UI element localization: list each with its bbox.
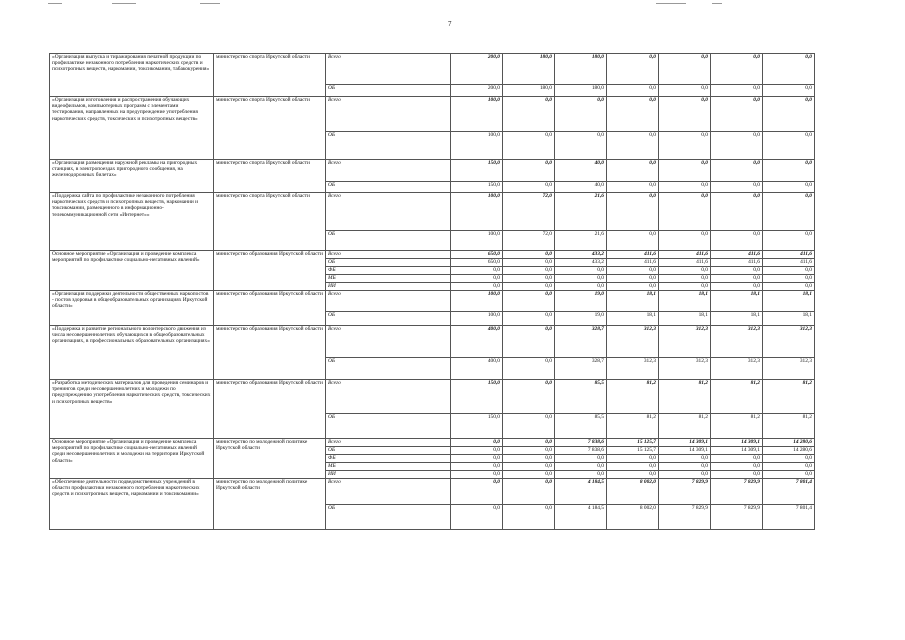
- amount-cell: 312,3: [607, 326, 659, 358]
- amount-cell: 0,0: [607, 182, 659, 193]
- table-row: [50, 291, 815, 312]
- amount-cell: 7 829,9: [711, 479, 763, 505]
- amount-cell: 0,0: [659, 182, 711, 193]
- amount-cell: 7 801,4: [763, 479, 815, 505]
- amount-cell: 0,0: [659, 275, 711, 283]
- amount-cell: 21,6: [555, 231, 607, 251]
- amount-cell: 100,0: [451, 193, 503, 231]
- amount-cell: 100,0: [451, 97, 503, 132]
- amount-cell: 0,0: [607, 160, 659, 182]
- amount-cell: 0,0: [503, 251, 555, 259]
- funding-source: Всего: [326, 439, 451, 447]
- funding-source: ФБ: [326, 455, 451, 463]
- amount-cell: 18,1: [607, 291, 659, 312]
- amount-cell: 411,6: [763, 251, 815, 259]
- amount-cell: 0,0: [555, 132, 607, 160]
- amount-cell: 81,2: [659, 380, 711, 414]
- amount-cell: 0,0: [451, 455, 503, 463]
- page-number: 7: [448, 20, 452, 28]
- amount-cell: 0,0: [711, 160, 763, 182]
- activity-name: «Разработка методических материалов для проведения семинаров и тренингов среди несовершеннолетних и молодежи по предупреждению употребления наркотических средств, токсических и психотропных веществ»: [50, 380, 214, 439]
- amount-cell: 18,1: [607, 312, 659, 326]
- amount-cell: 14 280,6: [763, 447, 815, 455]
- amount-cell: 0,0: [555, 463, 607, 471]
- amount-cell: 0,0: [763, 455, 815, 463]
- table-row: [50, 54, 815, 85]
- amount-cell: 150,0: [451, 414, 503, 439]
- amount-cell: 0,0: [555, 275, 607, 283]
- amount-cell: 100,0: [451, 312, 503, 326]
- amount-cell: 312,3: [659, 358, 711, 380]
- amount-cell: 15 125,7: [607, 447, 659, 455]
- amount-cell: 0,0: [763, 54, 815, 85]
- amount-cell: 0,0: [763, 193, 815, 231]
- activity-name: Основное мероприятие «Организация и проведение комплекса мероприятий по профилактике социально-негативных явлений среди несовершеннолетних и молодежи на территории Иркутской области»: [50, 439, 214, 479]
- scan-smudge: [656, 3, 686, 4]
- funding-source: ИИ: [326, 471, 451, 479]
- funding-source: МБ: [326, 275, 451, 283]
- amount-cell: 19,0: [555, 312, 607, 326]
- amount-cell: 0,0: [607, 85, 659, 97]
- amount-cell: 0,0: [711, 283, 763, 291]
- amount-cell: 0,0: [503, 259, 555, 267]
- activity-name: «Организация выпуска и тиражирования печатной продукции по профилактике незаконного потребления наркотических средств и психотропных веществ, наркомании, токсикомании, табакокурения»: [50, 54, 214, 97]
- amount-cell: 411,6: [607, 251, 659, 259]
- executor: министерство спорта Иркутской области: [214, 160, 326, 193]
- amount-cell: 0,0: [763, 463, 815, 471]
- funding-source: ОБ: [326, 182, 451, 193]
- executor: министерство образования Иркутской области: [214, 326, 326, 380]
- amount-cell: 81,2: [763, 380, 815, 414]
- amount-cell: 7 801,4: [763, 505, 815, 530]
- amount-cell: 433,2: [555, 259, 607, 267]
- amount-cell: 180,0: [503, 85, 555, 97]
- executor: министерство по молодежной политике Иркутской области: [214, 479, 326, 530]
- amount-cell: 72,0: [503, 193, 555, 231]
- funding-source: Всего: [326, 251, 451, 259]
- amount-cell: 0,0: [607, 97, 659, 132]
- amount-cell: 4 184,5: [555, 505, 607, 530]
- amount-cell: 150,0: [451, 160, 503, 182]
- amount-cell: 19,0: [555, 291, 607, 312]
- funding-source: ОБ: [326, 414, 451, 439]
- amount-cell: 0,0: [659, 54, 711, 85]
- amount-cell: 0,0: [607, 54, 659, 85]
- scan-smudge: [48, 3, 62, 4]
- amount-cell: 40,0: [555, 182, 607, 193]
- scan-smudge: [200, 3, 220, 4]
- activity-name: «Организация поддержки деятельности общественных наркопостов - постов здоровья в общеобразовательных организациях Иркутской области»: [50, 291, 214, 326]
- amount-cell: 312,3: [607, 358, 659, 380]
- funding-source: ОБ: [326, 85, 451, 97]
- amount-cell: 4 184,5: [555, 479, 607, 505]
- amount-cell: 0,0: [659, 193, 711, 231]
- amount-cell: 0,0: [763, 283, 815, 291]
- funding-source: Всего: [326, 54, 451, 85]
- amount-cell: 85,5: [555, 380, 607, 414]
- amount-cell: 328,7: [555, 358, 607, 380]
- amount-cell: 0,0: [503, 160, 555, 182]
- funding-source: Всего: [326, 160, 451, 182]
- funding-source: Всего: [326, 326, 451, 358]
- funding-source: Всего: [326, 97, 451, 132]
- activity-name: «Организация размещения наружной рекламы на пригородных станциях, в электропоездах пригородного сообщения, на железнодорожных билетах»: [50, 160, 214, 193]
- amount-cell: 0,0: [659, 463, 711, 471]
- scan-smudge: [112, 3, 136, 4]
- amount-cell: 0,0: [659, 471, 711, 479]
- amount-cell: 411,6: [711, 251, 763, 259]
- amount-cell: 400,0: [451, 326, 503, 358]
- amount-cell: 100,0: [451, 291, 503, 312]
- table-row: [50, 380, 815, 414]
- amount-cell: 0,0: [503, 275, 555, 283]
- table-row: [50, 251, 815, 259]
- amount-cell: 0,0: [451, 275, 503, 283]
- amount-cell: 0,0: [711, 97, 763, 132]
- amount-cell: 7 829,9: [659, 479, 711, 505]
- amount-cell: 8 002,0: [607, 505, 659, 530]
- amount-cell: 0,0: [451, 267, 503, 275]
- amount-cell: 650,0: [451, 259, 503, 267]
- amount-cell: 0,0: [555, 471, 607, 479]
- amount-cell: 7 829,9: [711, 505, 763, 530]
- executor: министерство образования Иркутской области: [214, 251, 326, 291]
- table-row: [50, 160, 815, 182]
- amount-cell: 312,3: [711, 358, 763, 380]
- amount-cell: 312,3: [763, 326, 815, 358]
- amount-cell: 0,0: [659, 85, 711, 97]
- executor: министерство спорта Иркутской области: [214, 193, 326, 251]
- executor: министерство спорта Иркутской области: [214, 97, 326, 160]
- amount-cell: 100,0: [451, 231, 503, 251]
- amount-cell: 15 125,7: [607, 439, 659, 447]
- amount-cell: 0,0: [711, 193, 763, 231]
- amount-cell: 21,6: [555, 193, 607, 231]
- funding-source: ОБ: [326, 312, 451, 326]
- executor: министерство образования Иркутской области: [214, 380, 326, 439]
- amount-cell: 0,0: [503, 463, 555, 471]
- amount-cell: 0,0: [503, 283, 555, 291]
- amount-cell: 200,0: [451, 85, 503, 97]
- amount-cell: 0,0: [503, 505, 555, 530]
- amount-cell: 0,0: [763, 132, 815, 160]
- amount-cell: 0,0: [763, 471, 815, 479]
- table-row: [50, 479, 815, 505]
- amount-cell: 0,0: [711, 463, 763, 471]
- amount-cell: 14 309,1: [659, 447, 711, 455]
- amount-cell: 0,0: [503, 182, 555, 193]
- amount-cell: 328,7: [555, 326, 607, 358]
- amount-cell: 18,1: [763, 312, 815, 326]
- budget-table: [49, 53, 815, 530]
- amount-cell: 0,0: [711, 182, 763, 193]
- amount-cell: 0,0: [503, 291, 555, 312]
- amount-cell: 0,0: [503, 414, 555, 439]
- amount-cell: 0,0: [763, 275, 815, 283]
- amount-cell: 18,1: [659, 291, 711, 312]
- amount-cell: 150,0: [451, 380, 503, 414]
- amount-cell: 0,0: [607, 231, 659, 251]
- amount-cell: 312,3: [659, 326, 711, 358]
- funding-source: ОБ: [326, 505, 451, 530]
- amount-cell: 0,0: [659, 283, 711, 291]
- amount-cell: 0,0: [503, 312, 555, 326]
- amount-cell: 150,0: [451, 182, 503, 193]
- amount-cell: 200,0: [451, 54, 503, 85]
- amount-cell: 433,2: [555, 251, 607, 259]
- amount-cell: 0,0: [451, 463, 503, 471]
- amount-cell: 0,0: [503, 471, 555, 479]
- amount-cell: 14 309,1: [659, 439, 711, 447]
- amount-cell: 0,0: [503, 447, 555, 455]
- funding-source: ФБ: [326, 267, 451, 275]
- amount-cell: 0,0: [607, 283, 659, 291]
- amount-cell: 0,0: [607, 132, 659, 160]
- amount-cell: 0,0: [503, 358, 555, 380]
- funding-source: ОБ: [326, 447, 451, 455]
- activity-name: Основное мероприятие «Организация и проведение комплекса мероприятий по профилактике социально-негативных явлений»: [50, 251, 214, 291]
- activity-name: «Поддержка сайта по профилактике незаконного потребления наркотических средств и психотропных веществ, наркомании и токсикомании, размещенного в информационно-телекоммуникационной сети «Интернет»»: [50, 193, 214, 251]
- amount-cell: 312,3: [763, 358, 815, 380]
- amount-cell: 14 309,1: [711, 439, 763, 447]
- amount-cell: 0,0: [607, 275, 659, 283]
- amount-cell: 0,0: [711, 455, 763, 463]
- amount-cell: 0,0: [503, 455, 555, 463]
- funding-source: Всего: [326, 291, 451, 312]
- funding-source: ОБ: [326, 358, 451, 380]
- amount-cell: 650,0: [451, 251, 503, 259]
- amount-cell: 81,2: [607, 414, 659, 439]
- table-body: [50, 54, 815, 530]
- amount-cell: 0,0: [555, 283, 607, 291]
- funding-source: Всего: [326, 479, 451, 505]
- amount-cell: 0,0: [711, 132, 763, 160]
- amount-cell: 0,0: [451, 471, 503, 479]
- amount-cell: 400,0: [451, 358, 503, 380]
- amount-cell: 0,0: [711, 471, 763, 479]
- amount-cell: 0,0: [607, 463, 659, 471]
- amount-cell: 411,6: [763, 259, 815, 267]
- amount-cell: 0,0: [711, 267, 763, 275]
- amount-cell: 18,1: [711, 291, 763, 312]
- amount-cell: 0,0: [659, 97, 711, 132]
- amount-cell: 0,0: [503, 267, 555, 275]
- amount-cell: 7 838,6: [555, 439, 607, 447]
- amount-cell: 81,2: [607, 380, 659, 414]
- amount-cell: 0,0: [555, 455, 607, 463]
- amount-cell: 81,2: [763, 414, 815, 439]
- amount-cell: 0,0: [711, 54, 763, 85]
- funding-source: ОБ: [326, 132, 451, 160]
- activity-name: «Обеспечение деятельности подведомственных учреждений в области профилактики незаконного потребления наркотических средств и психотропных веществ, наркомании и токсикомании»: [50, 479, 214, 530]
- amount-cell: 0,0: [607, 471, 659, 479]
- amount-cell: 81,2: [711, 380, 763, 414]
- amount-cell: 0,0: [763, 97, 815, 132]
- amount-cell: 0,0: [763, 182, 815, 193]
- amount-cell: 0,0: [659, 267, 711, 275]
- amount-cell: 0,0: [607, 193, 659, 231]
- amount-cell: 18,1: [711, 312, 763, 326]
- funding-source: ОБ: [326, 231, 451, 251]
- amount-cell: 0,0: [659, 231, 711, 251]
- amount-cell: 0,0: [503, 132, 555, 160]
- amount-cell: 18,1: [763, 291, 815, 312]
- amount-cell: 14 280,6: [763, 439, 815, 447]
- executor: министерство образования Иркутской области: [214, 291, 326, 326]
- amount-cell: 7 829,9: [659, 505, 711, 530]
- amount-cell: 81,2: [659, 414, 711, 439]
- amount-cell: 0,0: [763, 85, 815, 97]
- amount-cell: 0,0: [763, 231, 815, 251]
- amount-cell: 0,0: [659, 132, 711, 160]
- table-row: [50, 326, 815, 358]
- funding-source: МБ: [326, 463, 451, 471]
- amount-cell: 411,6: [659, 251, 711, 259]
- amount-cell: 0,0: [763, 160, 815, 182]
- amount-cell: 411,6: [607, 259, 659, 267]
- funding-source: Всего: [326, 380, 451, 414]
- amount-cell: 18,1: [659, 312, 711, 326]
- amount-cell: 40,0: [555, 160, 607, 182]
- amount-cell: 0,0: [451, 479, 503, 505]
- amount-cell: 180,0: [555, 85, 607, 97]
- amount-cell: 0,0: [763, 267, 815, 275]
- amount-cell: 0,0: [555, 267, 607, 275]
- amount-cell: 0,0: [607, 267, 659, 275]
- amount-cell: 0,0: [555, 97, 607, 132]
- amount-cell: 0,0: [503, 439, 555, 447]
- amount-cell: 0,0: [451, 283, 503, 291]
- funding-source: ОБ: [326, 259, 451, 267]
- amount-cell: 0,0: [711, 85, 763, 97]
- activity-name: «Поддержка и развитие регионального волонтерского движения из числа несовершеннолетних обучающихся в общеобразовательных организациях, в профессиональных образовательных организациях»: [50, 326, 214, 380]
- amount-cell: 0,0: [451, 439, 503, 447]
- funding-source: ИИ: [326, 283, 451, 291]
- amount-cell: 411,6: [659, 259, 711, 267]
- table-row: [50, 97, 815, 132]
- amount-cell: 0,0: [607, 455, 659, 463]
- amount-cell: 0,0: [451, 505, 503, 530]
- amount-cell: 0,0: [503, 326, 555, 358]
- amount-cell: 0,0: [451, 447, 503, 455]
- amount-cell: 0,0: [503, 97, 555, 132]
- amount-cell: 14 309,1: [711, 447, 763, 455]
- amount-cell: 411,6: [711, 259, 763, 267]
- amount-cell: 72,0: [503, 231, 555, 251]
- executor: министерство спорта Иркутской области: [214, 54, 326, 97]
- amount-cell: 85,5: [555, 414, 607, 439]
- amount-cell: 0,0: [711, 275, 763, 283]
- executor: министерство по молодежной политике Иркутской области: [214, 439, 326, 479]
- scan-smudge: [712, 3, 722, 4]
- amount-cell: 7 838,6: [555, 447, 607, 455]
- amount-cell: 180,0: [555, 54, 607, 85]
- amount-cell: 0,0: [503, 380, 555, 414]
- amount-cell: 312,3: [711, 326, 763, 358]
- amount-cell: 81,2: [711, 414, 763, 439]
- funding-source: Всего: [326, 193, 451, 231]
- amount-cell: 0,0: [503, 479, 555, 505]
- amount-cell: 8 002,0: [607, 479, 659, 505]
- table-row: [50, 193, 815, 231]
- amount-cell: 0,0: [711, 231, 763, 251]
- amount-cell: 100,0: [451, 132, 503, 160]
- amount-cell: 0,0: [659, 160, 711, 182]
- table-row: [50, 439, 815, 447]
- amount-cell: 0,0: [659, 455, 711, 463]
- amount-cell: 180,0: [503, 54, 555, 85]
- activity-name: «Организация изготовления и распространения обучающих видеофильмов, компьютерных программ с элементами тестирования, направленных на предупреждение употребления наркотических средств, токсических и психотропных веществ»: [50, 97, 214, 160]
